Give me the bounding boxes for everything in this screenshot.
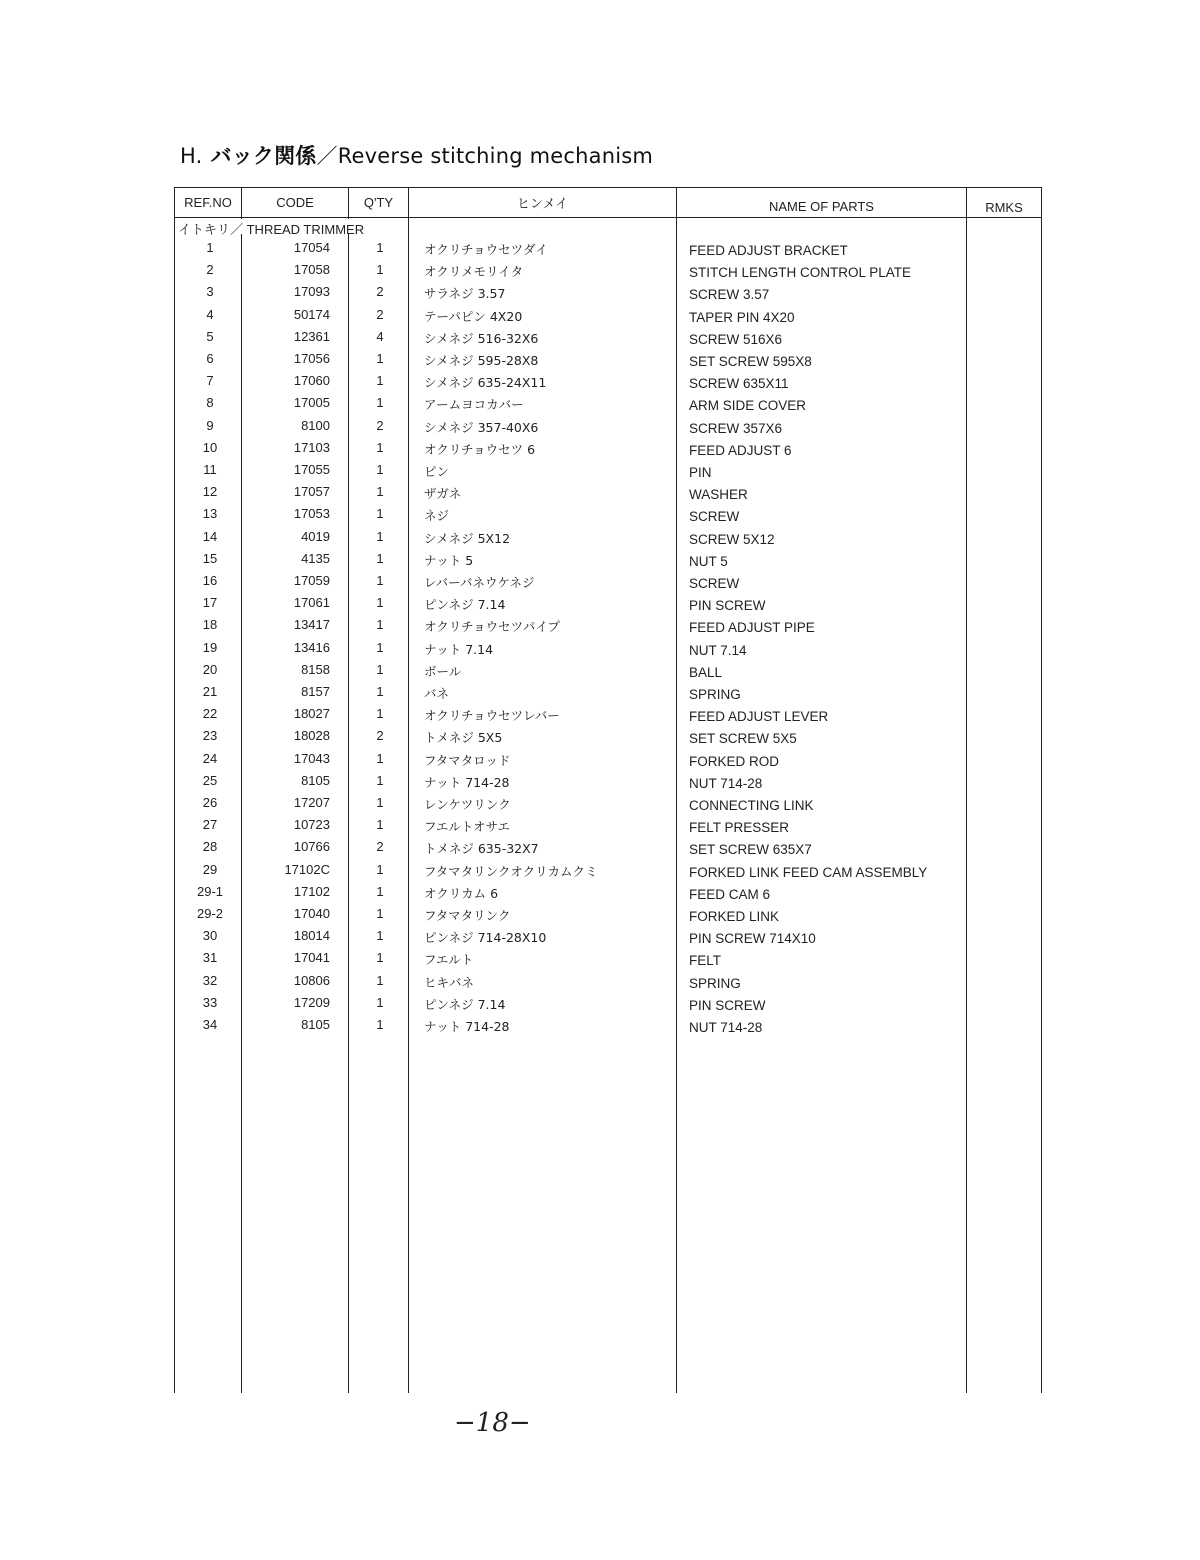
table-row <box>0 573 1200 595</box>
row-qty: 1 <box>376 706 384 722</box>
row-part-name: SCREW 635X11 <box>689 376 789 392</box>
table-row <box>0 728 1200 750</box>
row-ref-no: 34 <box>202 1017 218 1032</box>
row-ref-no: 31 <box>202 950 218 966</box>
row-ref-no: 19 <box>202 639 218 655</box>
row-ref-no: 15 <box>202 550 218 566</box>
row-code: 12361 <box>293 328 330 344</box>
row-part-name: SPRING <box>689 975 741 991</box>
row-ref-no: 10 <box>202 439 218 455</box>
row-qty: 1 <box>376 661 384 677</box>
row-part-name: SCREW 3.57 <box>689 287 770 303</box>
row-hinmei: フタマタリンク <box>424 908 511 923</box>
row-part-name: TAPER PIN 4X20 <box>689 309 795 325</box>
row-part-name: SCREW 5X12 <box>689 531 775 547</box>
table-row <box>0 973 1200 995</box>
row-code: 17058 <box>293 262 330 278</box>
row-ref-no: 29-2 <box>196 906 224 921</box>
title-japanese: バック関係 <box>210 144 317 168</box>
row-hinmei: フエルト <box>424 952 474 968</box>
row-code: 10806 <box>293 972 330 988</box>
row-code: 17057 <box>293 484 330 500</box>
table-row <box>0 595 1200 617</box>
row-code: 8100 <box>301 417 330 433</box>
row-part-name: FEED ADJUST BRACKET <box>689 243 848 258</box>
row-hinmei: オクリチョウセツ 6 <box>424 441 536 457</box>
row-code: 50174 <box>293 306 330 322</box>
row-qty: 1 <box>376 928 384 944</box>
header-name-of-parts: NAME OF PARTS <box>769 198 874 214</box>
table-row <box>0 284 1200 306</box>
row-ref-no: 24 <box>202 750 218 766</box>
row-qty: 1 <box>376 262 384 278</box>
row-qty: 1 <box>376 617 384 633</box>
row-hinmei: ボール <box>424 663 462 679</box>
row-part-name: FELT <box>689 953 722 969</box>
row-code: 13417 <box>293 617 330 633</box>
row-hinmei: フタマタリンクオクリカムクミ <box>424 863 598 879</box>
table-row <box>0 995 1200 1017</box>
table-row <box>0 440 1200 462</box>
row-ref-no: 18 <box>202 617 218 633</box>
row-code: 17056 <box>293 351 330 366</box>
row-hinmei: ピン <box>424 464 450 479</box>
row-hinmei: ヒキバネ <box>424 974 475 990</box>
row-part-name: STITCH LENGTH CONTROL PLATE <box>689 265 912 281</box>
row-part-name: SCREW <box>689 509 740 525</box>
title-letter: H. <box>180 144 203 168</box>
table-row <box>0 1017 1200 1039</box>
row-hinmei: オクリチョウセツダイ <box>424 242 548 257</box>
table-row <box>0 751 1200 773</box>
row-part-name: CONNECTING LINK <box>689 798 814 813</box>
row-qty: 1 <box>376 795 384 810</box>
row-hinmei: オクリカム 6 <box>424 885 499 901</box>
row-qty: 1 <box>376 595 384 611</box>
row-part-name: FEED ADJUST 6 <box>689 442 792 458</box>
row-hinmei: シメネジ 595-28X8 <box>424 353 539 368</box>
row-hinmei: シメネジ 516-32X6 <box>424 330 539 346</box>
table-row <box>0 640 1200 662</box>
row-code: 8105 <box>301 1017 330 1032</box>
title-separator: ／ <box>316 144 338 168</box>
row-qty: 2 <box>376 839 384 855</box>
row-part-name: WASHER <box>689 487 748 503</box>
row-hinmei: アームヨコカバー <box>424 397 524 413</box>
row-part-name: FORKED ROD <box>689 753 780 769</box>
row-ref-no: 17 <box>202 595 218 611</box>
table-row <box>0 418 1200 440</box>
row-code: 17053 <box>293 506 330 522</box>
row-hinmei: テーパピン 4X20 <box>424 308 523 324</box>
row-hinmei: レンケツリンク <box>424 797 511 812</box>
row-ref-no: 22 <box>202 706 218 722</box>
table-row <box>0 662 1200 684</box>
row-code: 4019 <box>301 528 330 544</box>
row-part-name: FEED ADJUST LEVER <box>689 709 829 725</box>
row-part-name: PIN SCREW <box>689 598 766 614</box>
row-hinmei: ピンネジ 714-28X10 <box>424 930 547 946</box>
row-qty: 1 <box>376 351 384 366</box>
table-row <box>0 484 1200 506</box>
table-row <box>0 329 1200 351</box>
row-part-name: SCREW <box>689 576 740 591</box>
table-row <box>0 551 1200 573</box>
row-part-name: SET SCREW 635X7 <box>689 842 812 858</box>
row-code: 10766 <box>293 839 330 855</box>
row-part-name: SCREW 516X6 <box>689 331 783 347</box>
table-row <box>0 395 1200 417</box>
row-hinmei: ピンネジ 7.14 <box>424 996 506 1012</box>
row-ref-no: 5 <box>206 328 214 344</box>
row-qty: 1 <box>376 817 384 833</box>
row-ref-no: 7 <box>206 373 214 389</box>
row-hinmei: ナット 714-28 <box>424 774 510 790</box>
row-part-name: FEED CAM 6 <box>689 886 771 902</box>
row-ref-no: 14 <box>202 528 218 544</box>
header-ref-no: REF.NO <box>184 194 232 210</box>
row-hinmei: ナット 7.14 <box>424 641 494 657</box>
row-hinmei: トメネジ 635-32X7 <box>424 841 539 857</box>
table-row <box>0 373 1200 395</box>
row-code: 17005 <box>293 395 330 411</box>
row-part-name: ARM SIDE COVER <box>689 398 807 414</box>
row-qty: 1 <box>376 550 384 566</box>
row-qty: 1 <box>376 861 384 877</box>
row-ref-no: 33 <box>202 994 218 1010</box>
table-row <box>0 817 1200 839</box>
row-ref-no: 13 <box>202 506 218 522</box>
header-rmks: RMKS <box>985 199 1023 215</box>
row-ref-no: 12 <box>202 484 218 500</box>
row-qty: 1 <box>376 373 384 389</box>
row-qty: 1 <box>376 684 384 699</box>
table-row <box>0 262 1200 284</box>
row-qty: 1 <box>376 462 384 477</box>
row-hinmei: ナット 714-28 <box>424 1019 510 1034</box>
row-code: 8105 <box>301 772 330 788</box>
row-ref-no: 6 <box>206 351 214 366</box>
row-code: 8157 <box>301 684 330 699</box>
table-row <box>0 706 1200 728</box>
table-row <box>0 839 1200 861</box>
row-code: 17054 <box>293 240 330 255</box>
row-qty: 1 <box>376 972 384 988</box>
table-row <box>0 950 1200 972</box>
row-qty: 2 <box>376 306 384 322</box>
row-qty: 4 <box>376 328 384 344</box>
table-row <box>0 773 1200 795</box>
table-row <box>0 906 1200 928</box>
row-hinmei: サラネジ 3.57 <box>424 286 506 302</box>
row-code: 17040 <box>293 906 330 921</box>
row-hinmei: ザガネ <box>424 486 462 502</box>
row-hinmei: オクリチョウセツレバー <box>424 708 560 724</box>
row-hinmei: ネジ <box>424 508 450 524</box>
table-row <box>0 928 1200 950</box>
row-code: 17060 <box>293 373 330 389</box>
row-code: 17043 <box>293 750 330 766</box>
row-hinmei: ピンネジ 7.14 <box>424 597 506 613</box>
row-ref-no: 11 <box>203 462 217 477</box>
row-hinmei: シメネジ 5X12 <box>424 530 511 546</box>
row-part-name: FEED ADJUST PIPE <box>689 620 815 636</box>
table-row <box>0 795 1200 817</box>
row-code: 13416 <box>293 639 330 655</box>
row-qty: 2 <box>376 417 384 433</box>
row-part-name: PIN SCREW 714X10 <box>689 931 816 947</box>
row-code: 17059 <box>293 573 330 588</box>
row-ref-no: 29 <box>202 861 218 877</box>
row-code: 4135 <box>301 550 330 566</box>
row-part-name: NUT 714-28 <box>689 775 763 791</box>
row-ref-no: 1 <box>206 240 214 255</box>
row-ref-no: 29-1 <box>196 883 224 899</box>
row-code: 17103 <box>293 439 330 455</box>
row-part-name: SPRING <box>689 687 741 702</box>
row-ref-no: 21 <box>202 684 218 699</box>
row-qty: 1 <box>376 528 384 544</box>
row-ref-no: 4 <box>206 306 214 322</box>
row-hinmei: フタマタロッド <box>424 752 511 768</box>
page-number: −18− <box>454 1408 531 1438</box>
row-ref-no: 27 <box>202 817 218 833</box>
row-code: 17055 <box>293 462 330 477</box>
row-hinmei: トメネジ 5X5 <box>424 730 503 746</box>
row-code: 8158 <box>301 661 330 677</box>
table-row <box>0 684 1200 706</box>
row-qty: 1 <box>376 639 384 655</box>
row-part-name: SET SCREW 595X8 <box>689 354 812 369</box>
row-part-name: SCREW 357X6 <box>689 420 783 436</box>
row-qty: 2 <box>376 728 384 744</box>
table-row <box>0 884 1200 906</box>
row-ref-no: 23 <box>202 728 218 744</box>
row-qty: 2 <box>376 284 384 300</box>
row-qty: 1 <box>376 506 384 522</box>
header-code: CODE <box>276 194 314 210</box>
row-ref-no: 30 <box>202 928 218 944</box>
title-english: Reverse stitching mechanism <box>337 144 654 168</box>
row-code: 18028 <box>293 728 330 744</box>
row-qty: 1 <box>376 439 384 455</box>
row-ref-no: 9 <box>206 417 214 433</box>
row-hinmei: シメネジ 635-24X11 <box>424 375 547 391</box>
header-qty: Q'TY <box>363 194 394 210</box>
row-qty: 1 <box>376 994 384 1010</box>
row-qty: 1 <box>376 1017 384 1032</box>
row-code: 18027 <box>293 706 330 722</box>
row-qty: 1 <box>376 395 384 411</box>
row-qty: 1 <box>376 772 384 788</box>
row-code: 10723 <box>293 817 330 833</box>
row-part-name: PIN SCREW <box>689 997 766 1013</box>
row-hinmei: オクリチョウセツパイプ <box>424 619 561 635</box>
row-code: 17093 <box>293 284 330 300</box>
table-row <box>0 462 1200 484</box>
row-code: 17102 <box>293 883 330 899</box>
row-part-name: FORKED LINK FEED CAM ASSEMBLY <box>689 864 928 880</box>
row-hinmei: オクリメモリイタ <box>424 264 524 280</box>
row-part-name: SET SCREW 5X5 <box>689 731 797 747</box>
table-row <box>0 617 1200 639</box>
row-part-name: FELT PRESSER <box>689 820 790 836</box>
row-code: 17207 <box>293 795 330 810</box>
row-ref-no: 2 <box>206 262 214 278</box>
row-part-name: FORKED LINK <box>689 909 780 924</box>
row-code: 17061 <box>293 595 330 611</box>
row-hinmei: バネ <box>424 686 450 701</box>
row-hinmei: ナット 5 <box>424 552 474 568</box>
row-part-name: PIN <box>689 465 712 480</box>
row-code: 17209 <box>293 994 330 1010</box>
row-ref-no: 32 <box>202 972 218 988</box>
row-qty: 1 <box>376 240 384 255</box>
row-qty: 1 <box>376 950 384 966</box>
table-row <box>0 862 1200 884</box>
row-qty: 1 <box>376 906 384 921</box>
row-qty: 1 <box>376 750 384 766</box>
row-code: 18014 <box>293 928 330 944</box>
row-ref-no: 25 <box>202 772 218 788</box>
row-ref-no: 16 <box>202 573 218 588</box>
table-row <box>0 351 1200 373</box>
header-hinmei: ヒンメイ <box>516 195 569 211</box>
table-row <box>0 529 1200 551</box>
table-row <box>0 240 1200 262</box>
row-hinmei: シメネジ 357-40X6 <box>424 419 539 435</box>
row-qty: 1 <box>376 484 384 500</box>
table-row <box>0 307 1200 329</box>
row-hinmei: フエルトオサエ <box>424 819 511 835</box>
row-qty: 1 <box>376 573 384 588</box>
row-ref-no: 28 <box>202 839 218 855</box>
table-row <box>0 506 1200 528</box>
section-label-thread-trimmer: イトキリ／ THREAD TRIMMER <box>178 222 365 237</box>
row-code: 17102C <box>284 861 330 877</box>
row-ref-no: 8 <box>206 395 214 411</box>
row-part-name: NUT 714-28 <box>689 1020 763 1035</box>
row-hinmei: レバーバネウケネジ <box>424 575 535 590</box>
row-ref-no: 26 <box>202 795 218 810</box>
row-qty: 1 <box>376 883 384 899</box>
row-part-name: BALL <box>689 664 723 680</box>
row-part-name: NUT 7.14 <box>689 642 747 658</box>
row-code: 17041 <box>293 950 330 966</box>
row-part-name: NUT 5 <box>689 553 728 569</box>
row-ref-no: 3 <box>206 284 214 300</box>
row-ref-no: 20 <box>202 661 218 677</box>
